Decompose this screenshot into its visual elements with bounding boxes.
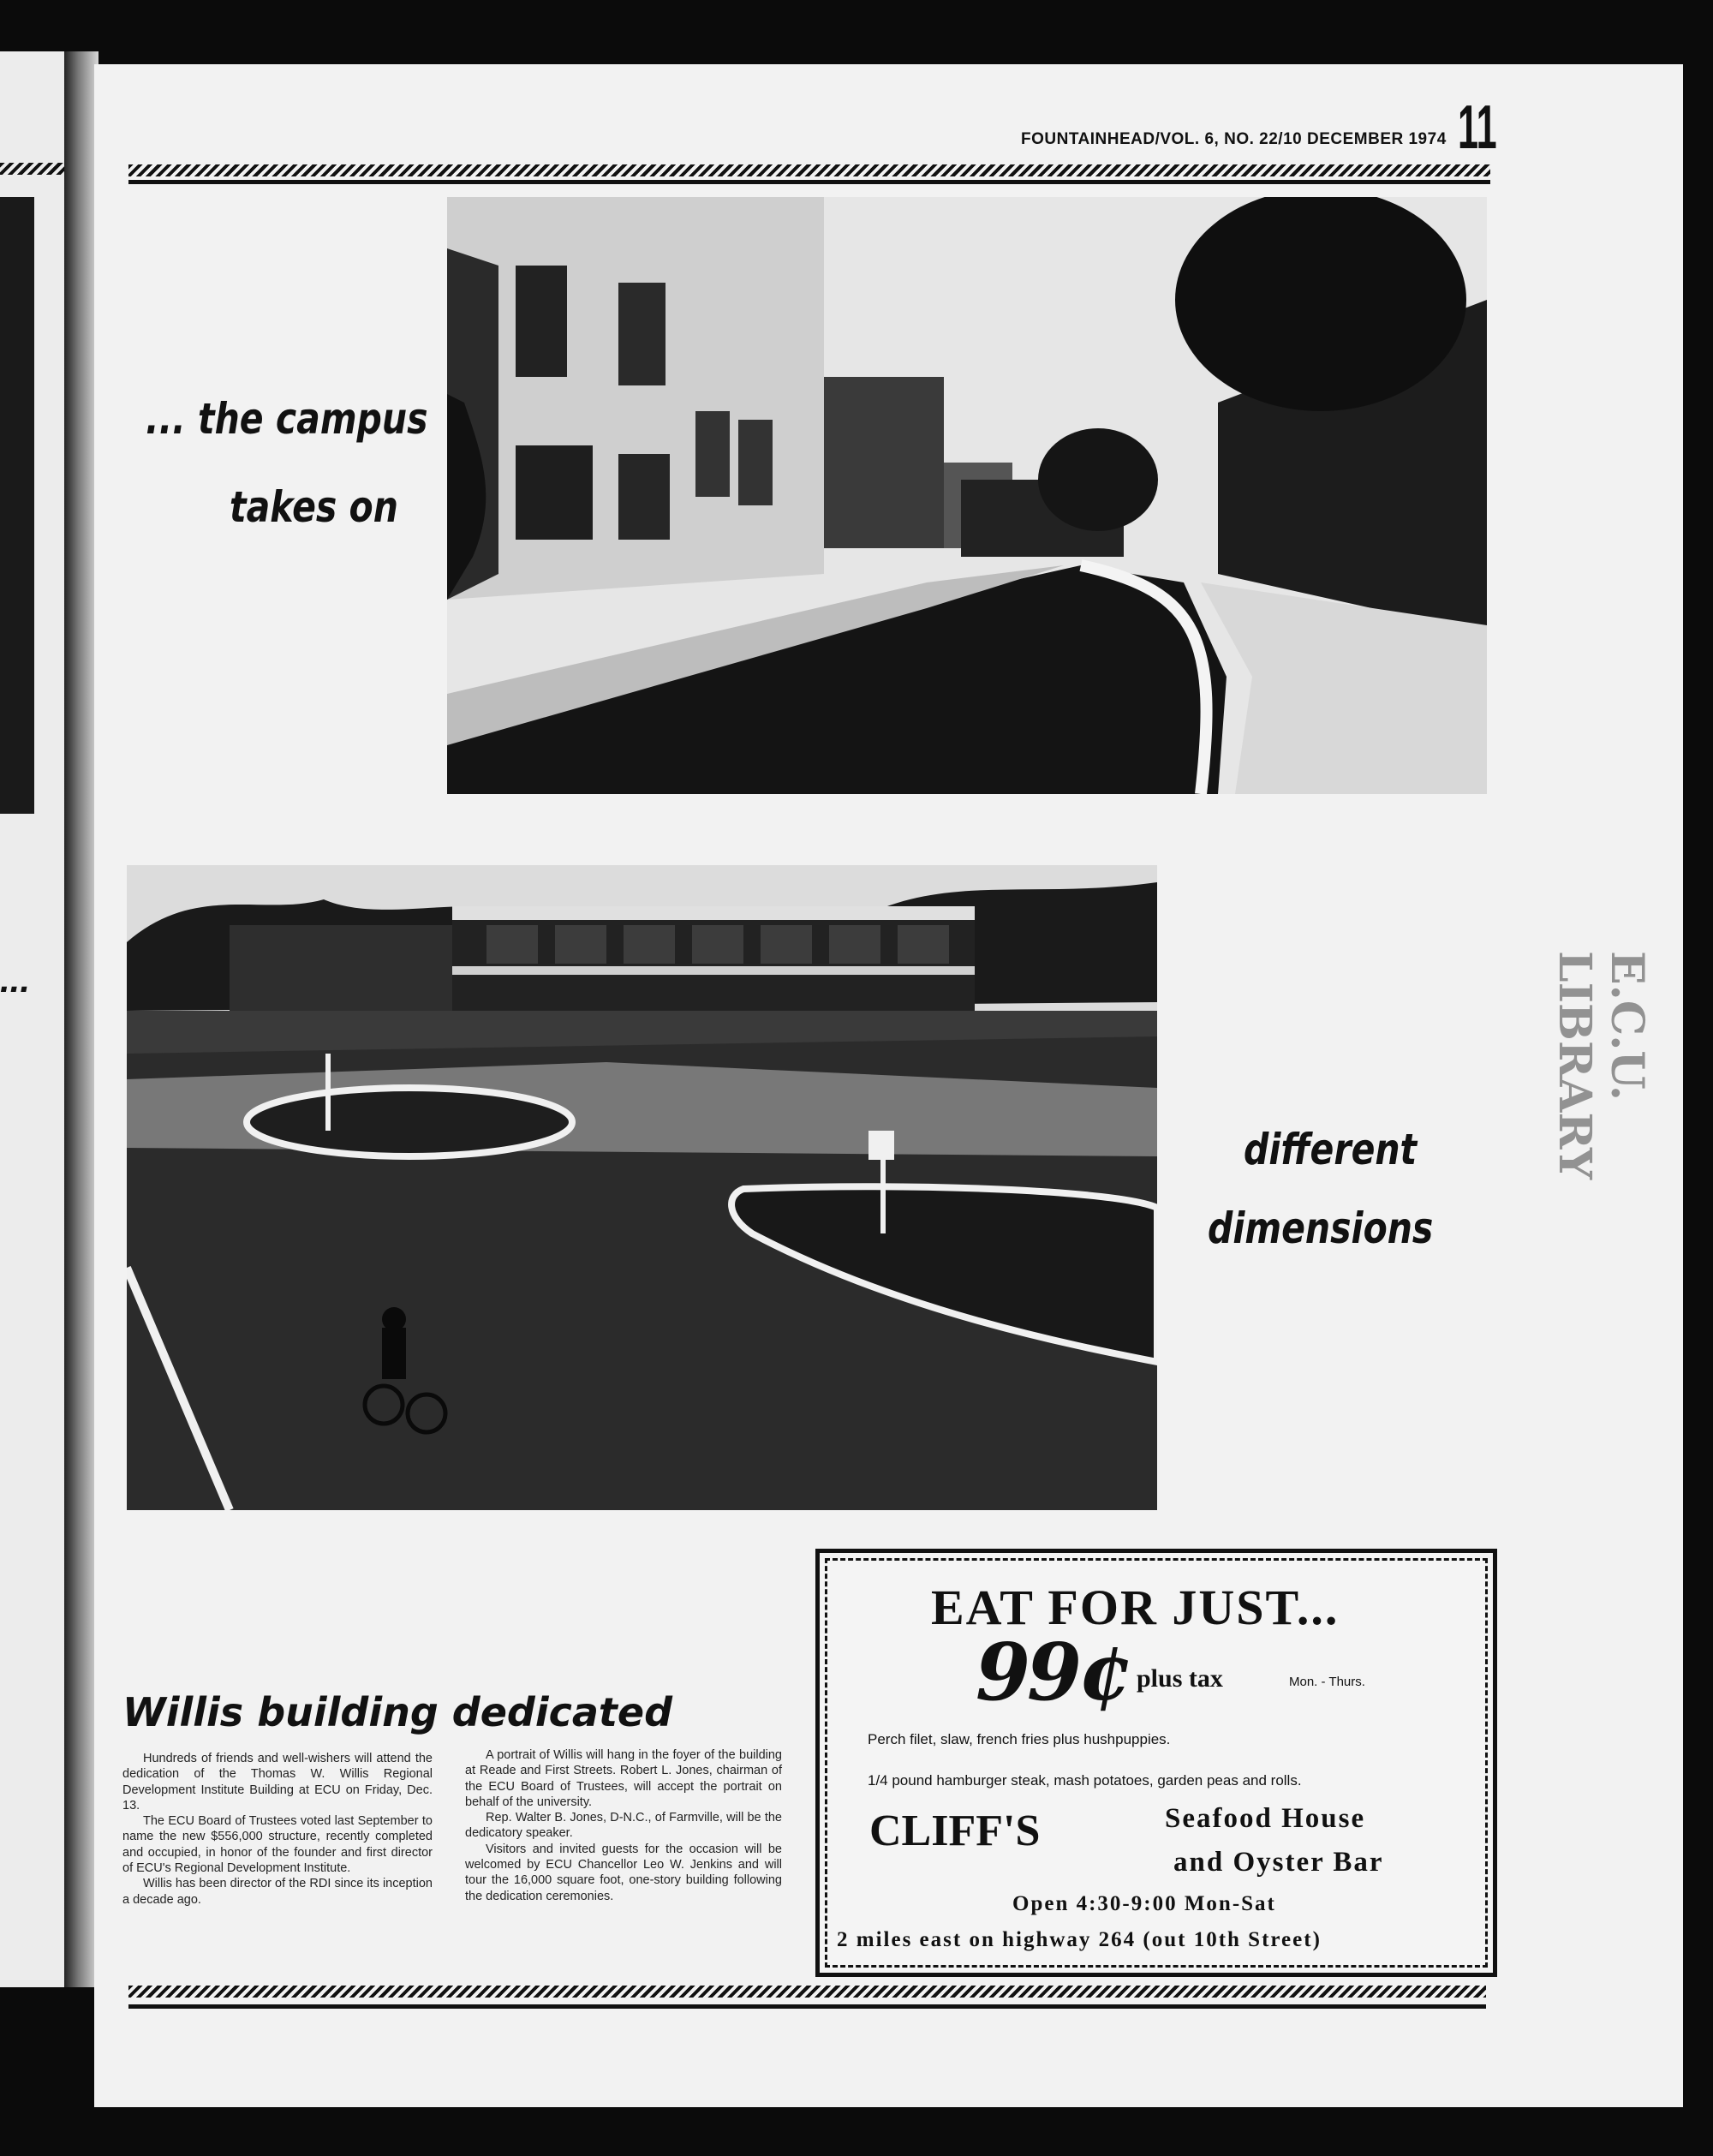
ad-tagline-2: and Oyster Bar [1173,1847,1384,1878]
ad-price: 99¢ [976,1626,1131,1718]
bottom-solid-rule [128,2004,1486,2009]
article-col2-paragraph: Visitors and invited guests for the occasion will be welcomed by ECU Chancellor Leo W. Jenkins and will tour the 16,000 square foot, one-story building following the dedication ceremonies. [465,1842,782,1903]
left-page-rule [0,163,64,175]
article-col1-paragraph: Hundreds of friends and well-wishers will attend the dedication of the Thomas W. Willis Regional Development Institute Building at ECU on Friday, Dec. 13. [122,1752,433,1813]
article-col1-paragraph: Willis has been director of the RDI since its inception a decade ago. [122,1877,433,1907]
ad-menu-item-1: Perch filet, slaw, french fries plus hushpuppies. [868,1731,1171,1747]
page-gutter [64,51,98,1987]
left-page-fragment: ... [0,959,31,1000]
article-col2-paragraph: A portrait of Willis will hang in the foyer of the building at Reade and First Streets. Robert L. Jones, chairman of the ECU Board of Trustees, will accept the portrait on behalf of the university. [465,1748,782,1809]
parking-lot-photo [127,865,1157,1510]
ad-tagline-1: Seafood House [1165,1803,1366,1834]
campus-street-photo [447,197,1487,794]
caption-line-4: dimensions [1208,1203,1434,1253]
ad-business-name: CLIFF'S [869,1807,1041,1855]
article-column-2 [465,1747,782,1904]
article-col1-paragraph: The ECU Board of Trustees voted last September to name the new $556,000 structure, recently completed and occupied, in honor of the founder and first director of ECU's Regional Development Institute. [122,1814,433,1876]
folio-header: FOUNTAINHEAD/VOL. 6, NO. 22/10 DECEMBER 1974 [1021,130,1447,148]
ad-price-suffix: plus tax [1137,1664,1223,1693]
ad-days: Mon. - Thurs. [1289,1675,1365,1689]
library-stamp: E.C.U. LIBRARY [1549,951,1653,1180]
caption-line-2: takes on [230,482,398,532]
top-solid-rule [128,180,1490,184]
ad-hours: Open 4:30-9:00 Mon-Sat [1012,1892,1276,1915]
caption-line-1: ... the campus [146,394,428,444]
cliffs-advertisement [815,1549,1497,1977]
left-facing-page [0,51,64,1987]
left-page-photo [0,197,34,814]
article-headline: Willis building dedicated [122,1689,673,1735]
top-wavy-rule [128,164,1490,176]
bottom-wavy-rule [128,1986,1486,1998]
article-column-1 [122,1751,433,1908]
ad-menu-item-2: 1/4 pound hamburger steak, mash potatoes, garden peas and rolls. [868,1772,1302,1789]
caption-line-3: different [1244,1125,1418,1174]
page-number: 11 [1458,93,1497,162]
ad-directions: 2 miles east on highway 264 (out 10th Street) [837,1928,1322,1951]
article-col2-paragraph: Rep. Walter B. Jones, D-N.C., of Farmville, will be the dedicatory speaker. [465,1811,782,1841]
ad-headline: EAT FOR JUST... [931,1580,1340,1635]
